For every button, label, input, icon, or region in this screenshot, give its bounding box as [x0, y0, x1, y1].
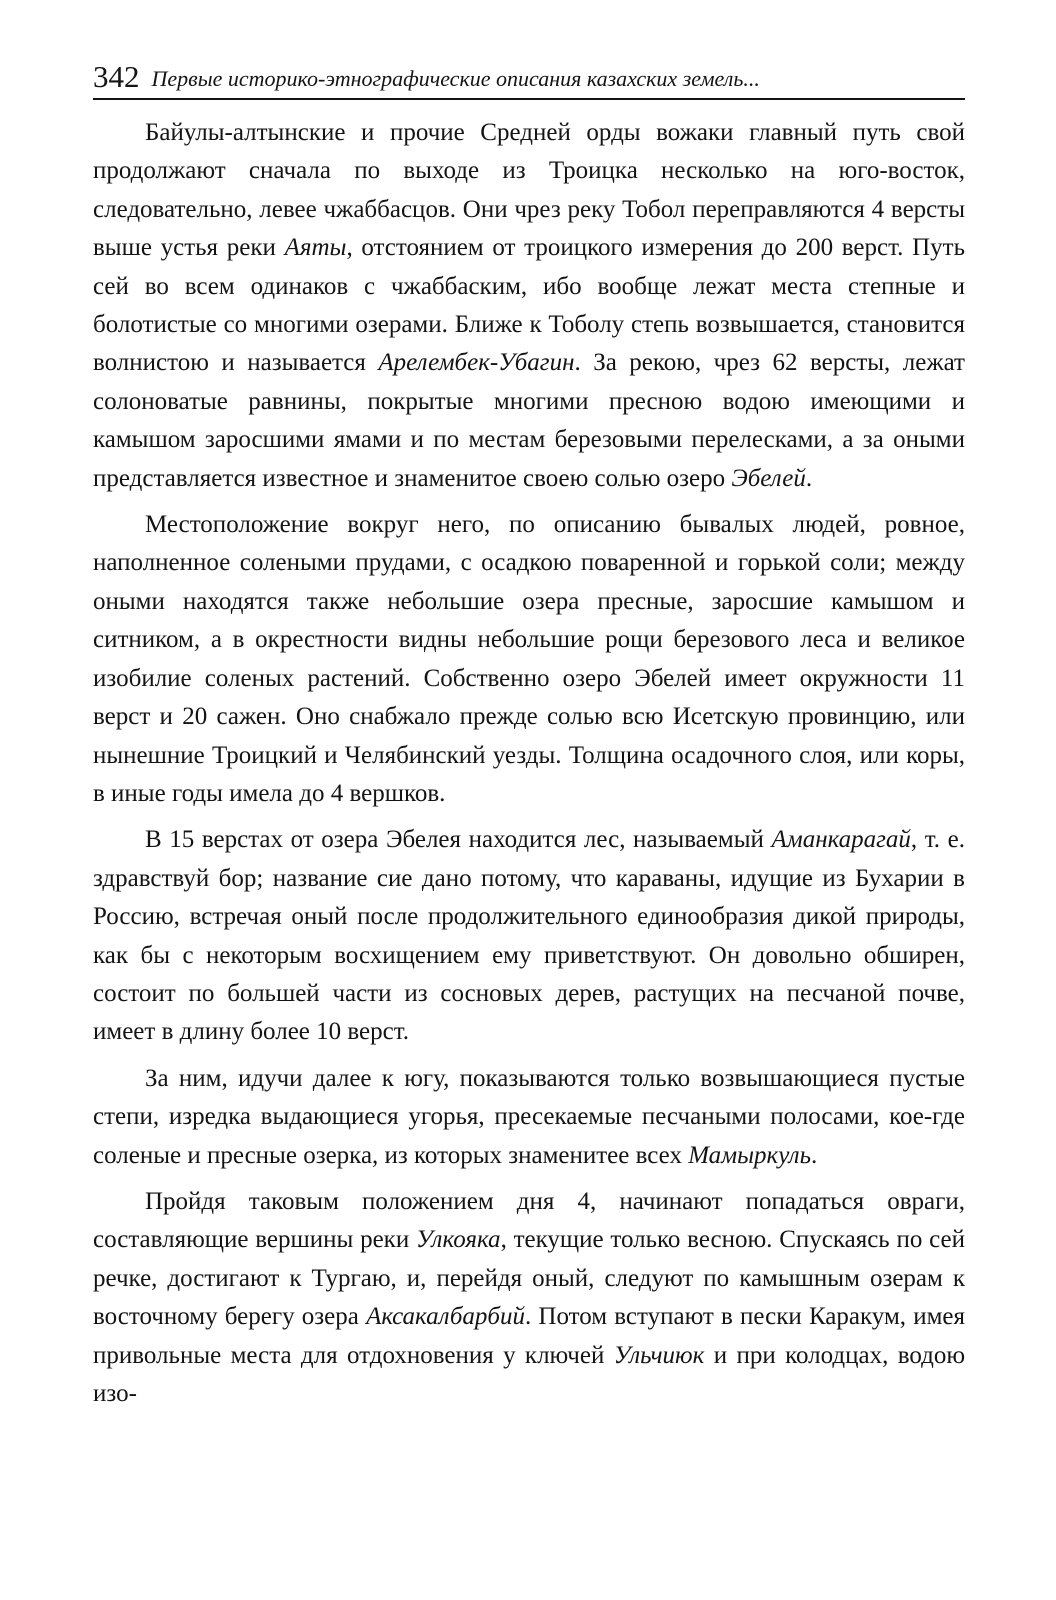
text-run: , текущие только весною. Спускаясь по сей речке, достигают к Тургаю, и, перейдя оный, следуют по камышным озерам к восточному берегу озера [93, 1226, 965, 1331]
book-page [93, 40, 965, 1421]
place-name: Улкояка [415, 1226, 501, 1254]
text-run: За ним, идучи далее к югу, показываются только возвышающиеся пустые степи, изредка выдающиеся угорья, пресекаемые песчаными полосами, кое-где соленые и пресные озерка, из которых знаменитее всех [93, 1064, 965, 1169]
paragraph-3 [93, 821, 965, 1051]
place-name: Аксакалбарбий [366, 1303, 525, 1331]
place-name: Ульчиюк [613, 1341, 705, 1369]
paragraph-4 [93, 1060, 965, 1175]
paragraph-5 [93, 1183, 965, 1413]
page-header [93, 40, 965, 100]
text-run: В 15 верстах от озера Эбелея находится лес, называемый [145, 826, 772, 854]
text-run: . Потом вступают в пески Каракум, имея привольные места для отдохновения у ключей [93, 1303, 965, 1369]
text-run: и при колодцах, водою изо- [93, 1341, 966, 1407]
paragraph-1 [93, 114, 965, 498]
place-name: Аманкарагай [771, 826, 911, 854]
body-text [93, 114, 965, 1413]
text-run: , т. е. здравствуй бор; название сие дано потому, что караваны, идущие из Бухарии в Россию, встречая оный после продолжительного единообразия дикой природы, как бы с некоторым восхищением ему приветствуют. Он довольно обширен, состоит по большей части из сосновых дерев, растущих на песчаной почве, имеет в длину более 10 верст. [93, 826, 965, 1046]
text-run: Пройдя таковым положением дня 4, начинают попадаться овраги, составляющие вершины реки [93, 1187, 965, 1254]
text-run: . За рекою, чрез 62 версты, лежат солоноватые равнины, покрытые многими пресною водою имеющими и камышом заросшими ямами и по местам березовыми перелесками, а за оными представляется известное и знаменитое своею солью озеро [93, 349, 965, 492]
place-name: Аяты [284, 234, 347, 262]
text-run: . [810, 1141, 818, 1169]
text-run: Местоположение вокруг него, по описанию бывалых людей, ровное, наполненное солеными прудами, с осадкою поваренной и горькой соли; между оными находятся также небольшие озера пресные, заросшие камышом и ситником, а в окрестности видны небольшие рощи березового леса и великое изобилие соленых растений. Собственно озеро Эбелей имеет окружности 11 верст и 20 сажен. Оно снабжало прежде солью всю Исетскую провинцию, или нынешние Троицкий и Челябинский уезды. Толщина осадочного слоя, или коры, в иные годы имела до 4 вершков. [93, 511, 965, 807]
place-name: Мамыркуль [688, 1141, 811, 1169]
text-run: Байулы-алтынские и прочие Средней орды вожаки главный путь свой продолжают сначала по выходе из Троицка несколько на юго-восток, следовательно, левее чжаббасцов. Они чрез реку Тобол переправляются 4 версты выше устья реки [93, 119, 965, 262]
page-number: 342 [93, 59, 140, 94]
place-name: Эбелей [731, 464, 806, 492]
running-title: Первые историко-этнографические описания казахских земель... [151, 65, 760, 91]
text-run: , отстоянием от троицкого измерения до 200 верст. Путь сей во всем одинаков с чжаббаским, ибо вообще лежат места степные и болотистые со многими озерами. Ближе к Тоболу степь возвышается, становится волнистою и называется [93, 234, 965, 377]
place-name: Арелембек-Убагин [378, 349, 575, 377]
paragraph-2 [93, 506, 965, 813]
text-run: . [805, 464, 813, 492]
